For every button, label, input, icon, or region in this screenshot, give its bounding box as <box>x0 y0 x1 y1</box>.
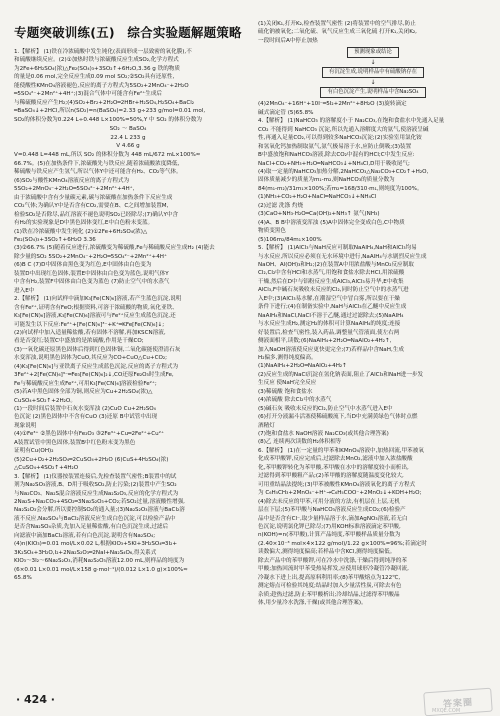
solution-5-line: 条件下进行;(4)在制备实验中,NaH与AlCl₃在乙醚中反应生成 <box>258 304 407 311</box>
solution-2-line: K₃[Fe(CN)₆]溶液,K₃[Fe(CN)₆]溶液可与Fe²⁺反应生成蓝色沉淀,还 <box>14 313 176 320</box>
solution-5-line: 5.【解析】 (1)AlCl₃与NaH反应可制取NaAlH₄,NaH和AlCl₃均易 <box>258 245 417 252</box>
answer-5 <box>258 362 488 447</box>
solution-3-line: 3K₂SO₄+3H₂O,I₂+2Na₂S₂O₃═2NaI+Na₂S₄O₆,得关系式 <box>14 549 157 556</box>
answer-5-line: 酒精灯 <box>258 422 275 429</box>
solution-4-line: CO₂ 不能得到 NaHCO₃ 沉淀,所以先通入溶解度大的氨气,使溶液呈碱 <box>258 126 429 133</box>
solution-4 <box>258 117 488 193</box>
watermark-url: MXQE.COM <box>432 708 461 714</box>
answer-1-line: (6)B C (7)D中固体由黑色变为红色,E中固体由白色变为 <box>14 262 152 269</box>
solution-5-line: NaOH、Al(OH)₃和H₂;(2)在装置A中用浓盐酸与MnO₂反应制取 <box>258 261 414 268</box>
watermark-text: 答案圈 <box>442 697 474 710</box>
solution-3-line: 与Na₂CO₃、Na₂S混合溶液反应生成Na₂S₂O₃,反应的化学方程式为 <box>14 490 179 497</box>
answer-5-line: (8)乙 连续两次读数的H₂体积相等 <box>258 439 342 446</box>
down-arrow-icon: ↓ <box>370 79 376 87</box>
solution-1 <box>14 48 242 124</box>
answer-3-line: 一段时间后A中停止加热 <box>258 37 318 44</box>
solution-6-line: 可用重结晶法提纯;(3)甲苯被酸性KMnO₄溶液氧化的离子方程式 <box>258 481 416 488</box>
flow-diagram <box>288 47 458 98</box>
answer-4-line: (1)NH₃+CO₂+H₂O+NaCl═NaHCO₃↓+NH₄Cl <box>258 194 377 201</box>
solution-5-line: 侧液面相平,读数;(6)NaAlH₄+2H₂O═NaAlO₂+4H₂↑, <box>258 338 392 345</box>
solution-5-line: 干燥,然后在D中与铝粉反应生成AlCl₃,AlCl₃易升华,E中收集 <box>258 278 404 285</box>
solution-1b-line: 66.7%。(5)在加热条件下,浓硫酸先与铁反应,随着浓硫酸浓度降低, <box>14 160 180 167</box>
solution-1-line: 的量是0.06 mol,完全反应生成0.09 mol SO₂;②SO₂具有还原性, <box>14 74 175 81</box>
solution-6-line: 色沉淀,说明氯化钾已除尽;(7)用KOH标准溶液滴定苯甲酸, <box>258 524 401 531</box>
solution-2-line: 水变浑浊,说明黑色固体为CuO,其反应为CO+CuO△Cu+CO₂; <box>14 355 168 362</box>
solution-6-line: 除去产品中的苯甲酸钾,可在冷水中洗涤,干燥后得到纯净的苯 <box>258 557 407 564</box>
solution-5-line: AlCl₃,F中碱石灰吸收未反应的Cl₂,同时防止空气中的水蒸气进 <box>258 287 409 294</box>
solution-1b-line: 稀硫酸与铁反应产生氢气,所以气体Y中还可能含有H₂、CO₂等气体。 <box>14 169 182 176</box>
answer-1-line: 进入E中 <box>14 287 35 294</box>
solution-2 <box>14 295 242 405</box>
answer-3 <box>258 20 488 45</box>
solution-5-line: NaAlH₄和NaCl,NaCl不溶于乙醚,通过过滤除去;(5)NaAlH₄ <box>258 312 404 319</box>
solution-2-line: (3)一氧化碳还原黑色固体后得到红色固体铜,二氧化碳能使澄清石灰 <box>14 346 181 353</box>
answer-4-line: (4)A、B B中溶液变浑浊 (5)A中固体完全变成白色,C中物质 <box>258 219 405 226</box>
page-number: · 424 · <box>16 693 55 706</box>
solution-6-line: 品中是否含有Cl⁻,取少量样品溶于水,滴加AgNO₃溶液,若无白 <box>258 515 408 522</box>
solution-5-line: 与水反应生成H₂,测定H₂的体积可计算NaAlH₄的纯度;连接 <box>258 321 401 328</box>
solution-1-continued <box>14 151 242 227</box>
answer-5-line: (1)NaAlH₄+2H₂O═NaAlO₂+4H₂↑ <box>258 363 347 370</box>
answer-3b-line: 碱式滴定管 (5)65.8% <box>258 109 314 116</box>
equation-line: 22.4 L 233 g <box>110 134 146 141</box>
answer-2-line: (4)①Fe³⁺ ②黑色固体中有Fe₂O₃ ③2Fe³⁺+Cu═2Fe²⁺+Cu²⁺ <box>14 431 164 438</box>
answer-2-line: 色沉淀 (2)黑色固体中不含有CuO (3)还原 B中试管中出现 <box>14 414 158 421</box>
answer-3b <box>258 100 488 117</box>
answer-4-line: (2)过滤 洗涤 灼烧 <box>258 202 304 209</box>
solution-2-line: 2.【解析】 (1)向试样中滴加K₃[Fe(CN)₆]溶液,若产生蓝色沉淀,说明 <box>14 296 182 303</box>
stoichiometry-equation <box>14 125 242 150</box>
solution-4-line: 4.【解析】 (1)NaHCO₃ 的溶解度小于 Na₂CO₃,在饱和食盐水中先通入足量 <box>258 118 445 125</box>
solution-5-line: 与水反应,所以反应必须在无水环境中进行,NaAlH₄与水剧烈反应生成 <box>258 253 427 260</box>
section-title: 专题突破训练(五) 综合实验题解题策略 <box>14 25 242 40</box>
solution-6-line: 为 C₆H₅CH₃+2MnO₄⁻+H⁺→C₆H₅COO⁻+2MnO₂↓+KOH+H₂O; <box>258 490 422 497</box>
answer-4-line: 物质变黑色 <box>258 228 286 235</box>
solution-4-line: 84(m₁-m₂)/31m₁×100%;若m₂=168/310·m₁,则纯度为100%。 <box>258 185 423 192</box>
answer-5-line: (2)反应生成的NaCl沉淀在氢化钠表面,阻止了AlCl₃和NaH进一步发 <box>258 371 424 378</box>
solution-1-line: ═BaSO₄↓+2HCl,所以n(SO₂)=n(BaSO₄)=2.33 g÷233 g/mol=0.01 mol, <box>14 108 206 115</box>
answer-4-line: (5)106m₂/84m₁×100% <box>258 236 322 243</box>
solution-6-line: 杂质;趁热过滤,防止苯甲酸析出;冷却结晶,过滤得苯甲酸晶 <box>258 591 400 598</box>
solution-4-line: B中盛放饱和NaHCO₃溶液,除去CO₂中混有的HCl;C中发生反应: <box>258 152 415 159</box>
solution-3-line: 是否含Na₂SO₄杂质,先加入足量稀盐酸,有白色沉淀生成,过滤后 <box>14 524 169 531</box>
answer-1-line: 中含有H₂,装置F中固体由白色变为蓝色 (7)防止空气中的水蒸气 <box>14 279 170 286</box>
answer-2-line: (5)2Cu+O₂+2H₂SO₄═2CuSO₄+2H₂O (6)CuS+4H₂SO₄(浓) <box>14 456 169 463</box>
solution-6-line: 读数偏大,测得纯度偏高;若样品中含KCl,测得纯度偏低。 <box>258 549 396 556</box>
solution-1-line: 1.【解析】 (1)铁在冷浓硫酸中发生钝化(表面形成一层致密的氧化膜),不 <box>14 49 192 55</box>
solution-3-line: 2Na₂S+Na₂CO₃+4SO₂═3Na₂S₂O₃+CO₂;若SO₂过量,溶液酸性增强, <box>14 499 185 506</box>
solution-5-line: 加入NaOH溶液使反应更快更完全;(7)若样品中含NaH,生成 <box>258 346 404 353</box>
solution-1-line: 与稀硫酸反应产生H₂;(4)SO₂+Br₂+2H₂O═2HBr+H₂SO₄,H₂SO₄+BaCl₂ <box>14 99 195 106</box>
solution-2-line: CuSO₄+SO₂↑+2H₂O。 <box>14 397 76 404</box>
solution-4-line: 和氢氧化钙加热制取氨气,氨气极易溶于水,应防止倒吸;(3)装置 <box>258 143 412 150</box>
solution-2-line: 看是否变红;装置C中盛放的是浓硫酸,作用是干燥CO; <box>14 338 144 345</box>
solution-1-line: 为2Fe+6H₂SO₄(浓)△Fe₂(SO₄)₃+3SO₂↑+6H₂O,3.36 g 铁的物质 <box>14 65 180 72</box>
flow-box-1: 预测现象或结论 <box>347 47 399 58</box>
solution-1b-line: V=0.448 L=448 mL,所以 SO₂ 的体积分数为 448 mL/672 mL×100%≈ <box>14 152 201 159</box>
solution-6-line: n(KOH)=n(苯甲酸),计算产品纯度,苯甲酸样品质量分数为 <box>258 532 401 539</box>
purity-formula <box>14 566 242 574</box>
solution-2-line: 可能发生以下反应:Fe²⁺+[Fe(CN)₆]³⁻+K⁺═KFe[Fe(CN)₆]↓; <box>14 321 165 328</box>
section-header <box>14 20 246 44</box>
answer-3b-line: (4)2MnO₄⁻+16H⁺+10I⁻═5I₂+2Mn²⁺+8H₂O (3)旋转滴定 <box>258 101 407 108</box>
solution-2-line: (5)若A中黑色固体全部为铜,则反应为Cu+2H₂SO₄(浓)△ <box>14 389 153 396</box>
purity-result-text: 65.8% <box>14 575 32 582</box>
solution-3-line: 剂为Na₂SO₃溶液,B、D用于吸收SO₂,防止污染;(2)装置中产生SO₂ <box>14 482 177 489</box>
solution-6-line: 过滤得到苯甲酸粗产品;(2)苯甲酸的溶解度随温度变化较大, <box>258 473 404 480</box>
answer-3-line: (1)关闭K₁,打开K₂,检查装置气密性 (2)将装置中的空气排尽,防止 <box>258 21 416 27</box>
solution-6-line: 化,苯甲酸钾转化为苯甲酸,苯甲酸在水中的溶解度较小而析出, <box>258 464 409 471</box>
solution-1b-line: 5SO₂+2MnO₄⁻+2H₂O═5SO₄²⁻+2Mn²⁺+4H⁺, <box>14 186 135 193</box>
solution-1-line: ═5SO₄²⁻+2Mn²⁺+4H⁺;(3)混合气体中可能含有Fe²⁺生成后 <box>14 91 163 98</box>
solution-4-line: (4)取一定量的NaHCO₃加热分解,2NaHCO₃△Na₂CO₃+CO₂↑+H₂O, <box>258 168 429 175</box>
answer-5-line: (6)打开分液漏斗活塞使稀硫酸流下,当D中充满黄绿色气体时点燃 <box>258 414 418 421</box>
solution-1b-line: 有H₂的实验现象是D中黑色固体变红,E中白色粉末变蓝。 <box>14 220 154 227</box>
flow-box-2: 有沉淀生成,说明样品中有硫酸钠存在 <box>322 67 424 78</box>
solution-2-line: (4)K₃[Fe(CN)₆]与亚铁离子反应生成蓝色沉淀,反应的离子方程式为 <box>14 363 179 370</box>
solution-6-line: (2.40×10⁻³ mol×4×122 g/mol)/1.22 g×100%=96%;若滴定时 <box>258 540 427 547</box>
solution-6 <box>258 447 488 608</box>
answer-2-line: 证明有Cu(OH)₂ <box>14 448 54 455</box>
answer-3-line: 硫化钠被氧化;二氧化硫、氧气反应生成三氧化硫 打开K₁,关闭K₂, <box>258 29 417 36</box>
solution-4-line: 固体质量减少的质量为m₁-m₂,则NaHCO₃的质量分数为 <box>258 177 395 184</box>
solution-6-line: 体,用少量冷水洗涤,干燥(或其他合理答案)。 <box>258 600 367 607</box>
down-arrow-icon: ↓ <box>370 59 376 67</box>
answer-1-line: Fe₂(SO₄)₃+3SO₂↑+6H₂O 3.36 <box>14 236 96 243</box>
solution-3-line: KIO₃～3I₂～6Na₂S₂O₃,消耗Na₂S₂O₃溶液12.00 mL,则样品的纯度为 <box>14 558 185 565</box>
solution-6-line: 6.【解析】 (1)在一定量的甲苯和KMnO₄溶液中,加热回流,甲苯被氧 <box>258 447 424 454</box>
solution-6-line: 甲酸;加热回流时甲苯受热易挥发,应使用球形冷凝管冷凝回流, <box>258 566 409 573</box>
solution-1b-line: (6)SO₂与酸性KMnO₄溶液反应的离子方程式为 <box>14 177 130 184</box>
purity-formula-text: (6×0.01 L×0.01 mol/L×158 g·mol⁻¹)/(0.012 L×1.0 g)×100%≈ <box>14 566 188 573</box>
solution-6-line: 冷凝水下进上出,提高原料利用率;(8)苯甲酸熔点为122℃, <box>258 574 401 581</box>
solution-4-line: 性,再通入足量CO₂,可以得到较多NaHCO₃沉淀;(2)实验室用氯化铵 <box>258 135 422 142</box>
solution-3-line: 液不反应,Na₂SO₄与BaCl₂溶液反应生成白色沉淀,可以检验产品中 <box>14 515 176 522</box>
solution-6-line: 测定熔点可检验其纯度;结晶时加入少量活性炭,可除去有色 <box>258 583 402 590</box>
solution-1-line: 能使酸性KMnO₄溶液褪色,反应的离子方程式为5SO₂+2MnO₄⁻+2H₂O <box>14 82 189 89</box>
solution-6-line: 层在下层;(5)苯甲酸与NaHCO₃溶液反应生成CO₂;(6)检验产 <box>258 507 406 514</box>
solution-5-line: Cl₂,Cl₂中含有HCl和水蒸气,用饱和食盐水除去HCl,用浓硫酸 <box>258 270 405 277</box>
solution-2-line: (2)向试样中加入适量稀盐酸,若有固体不溶解,再加KSCN溶液, <box>14 329 166 336</box>
answer-1-line: (1)铁在冷浓硫酸中发生钝化 (2)①2Fe+6H₂SO₄(浓)△ <box>14 228 148 235</box>
purity-result <box>14 574 242 582</box>
solution-5-line: 好装置后,检查气密性,装入药品,调整量气管液面,使左右两 <box>258 329 400 336</box>
answer-5-line: 生反应 使NaH完全反应 <box>258 380 317 387</box>
left-column <box>14 48 242 583</box>
right-column <box>258 20 488 608</box>
solution-2-line: 3Fe²⁺+2[Fe(CN)₆]³⁻═Fe₃[Fe(CN)₆]₂↓,CO还原Fe₂O₃时生成Fe, <box>14 372 174 379</box>
answer-5-line: (7)饱和食盐水 NaOH溶液 Na₂CO₃(或其他合理答案) <box>258 431 389 438</box>
solution-3-line: Na₂S₂O₃会分解,所以要控制SO₂的通入量;(3)Na₂S₂O₃溶液与BaCl₂溶 <box>14 507 185 514</box>
answer-1-line: 除少量的SO₂ 5SO₂+2MnO₄⁻+2H₂O═5SO₄²⁻+2Mn²⁺+4H⁺ <box>14 253 167 260</box>
solution-1-line: 和硫酸继续反应。(2)①加热时铁与浓硫酸反应生成SO₂,化学方程式 <box>14 57 179 64</box>
solution-3-line: 3.【解析】 (1)仪器按装置连接后,先检查装置气密性;B装置中的试 <box>14 473 177 480</box>
solution-1-line: SO₂的体积分数为0.224 L÷0.448 L×100%=50%,Y 中 SO₂ 的体积分数为 <box>14 116 202 123</box>
answer-4-line: (3)CaO+NH₃·H₂O═Ca(OH)₂+NH₃↑ 氨气(NH₃) <box>258 211 380 218</box>
solution-5-line: 入E中;(3)AlCl₃易水解,在潮湿空气中冒白雾,所以要在干燥 <box>258 295 400 302</box>
solution-3-line: (4)n(KIO₃)=0.01 mol/L×0.02 L,根据KIO₃+5KI+3H₂SO₄═3I₂+ <box>14 541 178 548</box>
solution-4-line: NaCl+CO₂+NH₃+H₂O═NaHCO₃↓+NH₄Cl,D用于吸收尾气; <box>258 160 410 167</box>
solution-1b-line: 检验SO₂是否除尽,品红溶液不褪色说明SO₂已经除尽;(7)确认Y中含 <box>14 211 179 218</box>
answer-5-line: (3)稀硫酸 饱和食盐水 <box>258 388 313 395</box>
solution-3-line: 向滤液中滴加BaCl₂溶液,若有白色沉淀,说明含有Na₂SO₄; <box>14 532 156 539</box>
solution-5-line: H₂偏多,测得纯度偏高。 <box>258 354 317 361</box>
answer-1 <box>14 228 242 296</box>
answer-2-line: △CuSO₄+4SO₂↑+4H₂O <box>14 465 79 472</box>
answer-1-line: 装置D中出现红色固体,装置E中固体由白色变为蓝色,说明气体Y <box>14 270 169 277</box>
answer-2-line: (1)一段时间后装置中石灰水变浑浊 (2)CuO Cu+2H₂SO₄ <box>14 406 156 413</box>
answer-5-line: (5)碱石灰 吸收未反应的Cl₂,防止空气中水蒸气进入E中 <box>258 405 393 412</box>
answer-1-line: (3)②66.7% (5)随着反应进行,浓硫酸变为稀硫酸,Fe与稀硫酸反应生成H₂ (4)能去 <box>14 245 215 252</box>
answer-2-line: A装置试管中黑色固体,装置B中红色粉末变为黑色 <box>14 439 136 446</box>
answer-2 <box>14 405 242 473</box>
solution-1b-line: CO₂气体;为确认Y中是否含有CO₂,需要在B、C之间增加装置M, <box>14 203 169 210</box>
answer-2-line: 现象说明 <box>14 422 37 429</box>
flow-box-3: 有白色沉淀产生,说明样品中含Na₂SO₄ <box>320 87 425 98</box>
solution-5 <box>258 244 488 362</box>
answer-5-line: (4)浓硫酸 除去Cl₂中的水蒸气 <box>258 397 332 404</box>
solution-3 <box>14 473 242 566</box>
solution-2-line: Fe与稀硫酸反应生成Fe²⁺,可用K₃[Fe(CN)₆]溶液检验Fe²⁺; <box>14 380 157 387</box>
equation-line: SO₂ ～ BaSO₄ <box>109 126 147 133</box>
solution-6-line: (4)除去未反应的甲苯,可用分液的方法,有机层在上层,无机 <box>258 498 400 505</box>
solution-6-line: 化成苯甲酸钾,反应完成后,过滤除去MnO₂,滤液中加入浓盐酸酸 <box>258 456 413 463</box>
solution-1b-line: 由于浓硫酸中含有少量碳元素,碳与浓硫酸在加热条件下反应生成 <box>14 194 173 201</box>
answer-4 <box>258 193 488 244</box>
equation-line: V 4.66 g <box>116 142 140 149</box>
solution-2-line: 含有Fe²⁺,证明含有FeO;根据资料,可溶于浓硫酸的物质,氧化亚铁、 <box>14 304 178 311</box>
